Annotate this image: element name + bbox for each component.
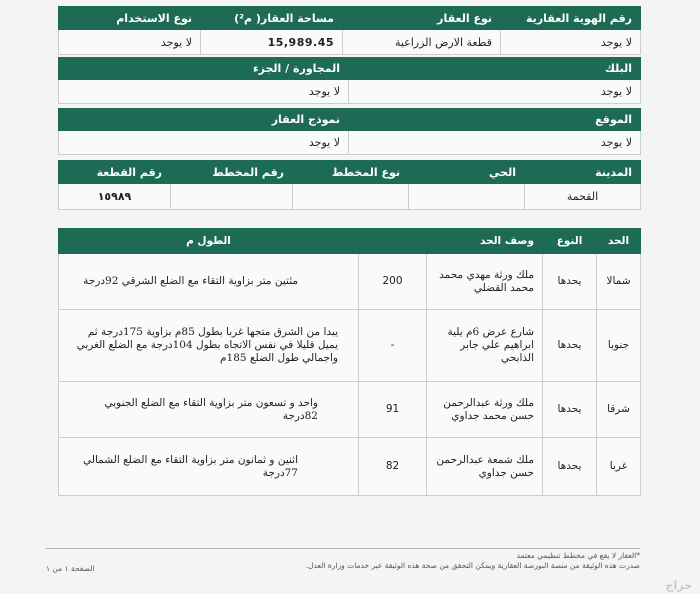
value-usage-type: لا يوجد [59,30,201,55]
footer-divider [46,548,640,549]
value-property-type: قطعة الارض الزراعية [343,30,501,55]
header-plan-type: نوع المخطط [293,161,409,184]
boundary-side: شرقا [597,382,641,438]
header-property-id: رقم الهوية العقارية [501,7,641,30]
header-length: الطول م [59,229,359,254]
header-location: الموقع [349,109,641,131]
value-property-id: لا يوجد [501,30,641,55]
header-parcel-number: رقم القطعة [59,161,171,184]
footer-note-plan: *العقار لا يقع في مخطط تنظيمي معتمد [516,551,640,560]
boundary-description: شارع عرض 6م يلية ابراهيم علي جابر الذابحي [427,310,543,382]
boundary-side: غربا [597,438,641,496]
boundary-type: يحدها [543,310,597,382]
boundary-length-text: يبدا من الشرق متجها غربا بطول 85م بزاوية 175درجة ثم يميل قليلا في نفس الاتجاه بطول 104درجة مع الضلع الغربي واجمالي طول الضلع 185م [59,310,359,382]
value-block: لا يوجد [349,80,641,104]
header-property-type: نوع العقار [343,7,501,30]
header-block: البلك [349,58,641,80]
boundary-type: يحدها [543,438,597,496]
header-usage-type: نوع الاستخدام [59,7,201,30]
boundary-description: ملك ورثة مهدي محمد محمد القضلي [427,254,543,310]
header-property-area: مساحة العقار( م²) [201,7,343,30]
header-empty [359,229,427,254]
value-property-area: 15,989.45 [201,30,343,55]
boundary-type: يحدها [543,382,597,438]
boundary-row-south [59,310,641,382]
header-neighborhood-part: المجاورة / الجزء [59,58,349,80]
boundary-length: 91 [359,382,427,438]
value-location: لا يوجد [349,131,641,155]
boundaries-table [58,228,641,496]
boundary-description: ملك شمعة عبدالرحمن حسن جداوي [427,438,543,496]
value-neighborhood-part: لا يوجد [59,80,349,104]
city-plan-table [58,160,641,210]
watermark-logo: حراج [665,579,692,592]
boundary-row-west [59,438,641,496]
value-district [409,184,525,210]
value-plan-number [171,184,293,210]
header-bound-description: وصف الحد [427,229,543,254]
boundary-length: 82 [359,438,427,496]
header-city: المدينة [525,161,641,184]
boundary-side: جنوبا [597,310,641,382]
boundary-type: يحدها [543,254,597,310]
header-bound-type: النوع [543,229,597,254]
boundary-length: - [359,310,427,382]
boundary-description: ملك ورثة عبدالرحمن حسن محمد جداوي [427,382,543,438]
value-plan-type [293,184,409,210]
header-property-model: نموذج العقار [59,109,349,131]
location-table [58,108,641,155]
value-parcel-number: ١٥٩٨٩ [59,184,171,210]
value-property-model: لا يوجد [59,131,349,155]
boundary-length-text: اثنين و ثمانون متر بزاوية التقاء مع الضلع الشمالي 77درجة [59,438,359,496]
footer-note-verification: صدرت هذه الوثيقة من منصة البورصة العقارية ويمكن التحقق من صحة هذه الوثيقة عبر خدمات وزارة العدل. [305,561,640,570]
boundary-length-text: مئتين متر بزاوية التقاء مع الضلع الشرقي 92درجة [59,254,359,310]
boundary-side: شمالا [597,254,641,310]
block-table [58,57,641,104]
value-city: القحمة [525,184,641,210]
header-plan-number: رقم المخطط [171,161,293,184]
boundary-row-north [59,254,641,310]
property-info-table [58,6,641,55]
boundary-length-text: واحد و تسعون متر بزاوية التقاء مع الضلع الجنوبي 82درجة [59,382,359,438]
header-district: الحي [409,161,525,184]
footer-page-number: الصفحة ١ من ١ [46,564,95,573]
boundary-row-east [59,382,641,438]
header-side: الحد [597,229,641,254]
boundary-length: 200 [359,254,427,310]
